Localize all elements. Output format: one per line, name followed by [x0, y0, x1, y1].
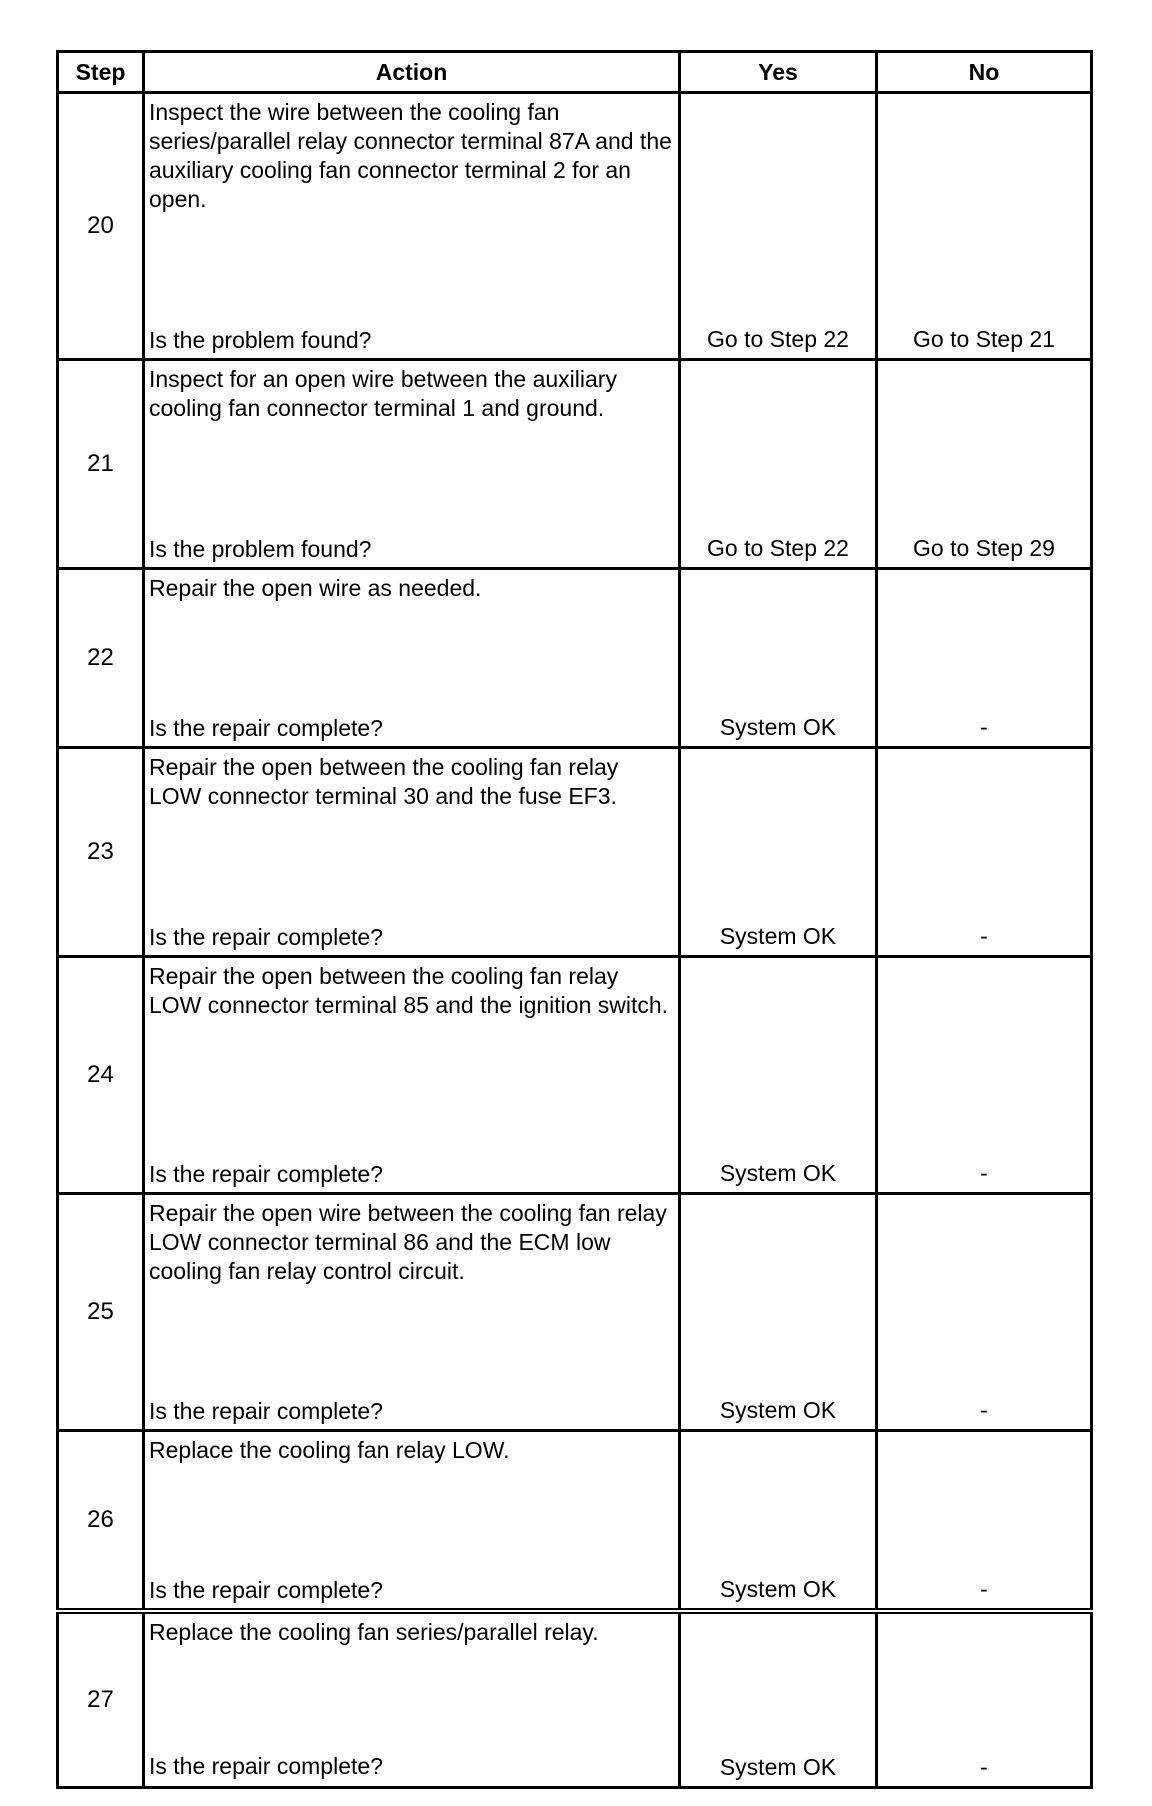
step-number: 24: [58, 957, 144, 1194]
yes-text: Go to Step 22: [707, 326, 849, 352]
table-row: [58, 1611, 1092, 1787]
action-cell: [144, 569, 680, 748]
table-row: [58, 1431, 1092, 1612]
action-question: Is the problem found?: [149, 327, 372, 353]
no-result: [877, 93, 1092, 360]
action-text: Repair the open wire as needed.: [149, 575, 482, 601]
action-cell: [144, 1431, 680, 1612]
diagnostic-table: [56, 50, 1093, 1789]
no-text: Go to Step 29: [913, 535, 1055, 561]
header-step: Step: [58, 52, 144, 93]
action-text: Repair the open between the cooling fan relay LOW connector terminal 85 and the ignition switch.: [149, 963, 669, 1018]
yes-text: System OK: [719, 714, 837, 740]
step-number: 21: [58, 360, 144, 569]
table-row: [58, 748, 1092, 957]
no-result: [877, 569, 1092, 748]
no-result: [877, 1611, 1092, 1787]
yes-text: System OK: [719, 1753, 837, 1780]
yes-result: [680, 1431, 877, 1612]
action-text: Inspect for an open wire between the auxiliary cooling fan connector terminal 1 and ground.: [149, 366, 617, 421]
action-text: Replace the cooling fan series/parallel relay.: [149, 1619, 599, 1645]
table-row: [58, 569, 1092, 748]
yes-text: System OK: [719, 1397, 837, 1423]
no-result: [877, 957, 1092, 1194]
action-cell: [144, 748, 680, 957]
no-text: -: [980, 1160, 988, 1186]
table-row: [58, 1194, 1092, 1431]
no-text: -: [980, 1397, 988, 1423]
step-number: 26: [58, 1431, 144, 1612]
no-result: [877, 1194, 1092, 1431]
header-row: [58, 52, 1092, 93]
action-text: Repair the open between the cooling fan relay LOW connector terminal 30 and the fuse EF3.: [149, 754, 619, 809]
no-result: [877, 360, 1092, 569]
action-question: Is the repair complete?: [149, 924, 383, 950]
yes-result: [680, 957, 877, 1194]
action-text: Repair the open wire between the cooling fan relay LOW connector terminal 86 and the ECM low cooling fan relay control circuit.: [149, 1200, 667, 1284]
action-cell: [144, 957, 680, 1194]
action-question: Is the repair complete?: [149, 1398, 383, 1424]
table-row: [58, 957, 1092, 1194]
action-text: Replace the cooling fan relay LOW.: [149, 1437, 510, 1463]
yes-result: [680, 569, 877, 748]
step-number: 20: [58, 93, 144, 360]
action-question: Is the repair complete?: [149, 1577, 383, 1603]
action-cell: [144, 1194, 680, 1431]
action-cell: [144, 93, 680, 360]
header-action: Action: [144, 52, 680, 93]
no-text: -: [980, 923, 988, 949]
table-row: [58, 93, 1092, 360]
action-text: Inspect the wire between the cooling fan series/parallel relay connector terminal 87A and the auxiliary cooling fan connector terminal 2 for an open.: [149, 99, 672, 212]
yes-text: System OK: [719, 1576, 837, 1602]
action-cell: [144, 1611, 680, 1787]
step-number: 23: [58, 748, 144, 957]
yes-result: [680, 93, 877, 360]
no-result: [877, 1431, 1092, 1612]
no-text: -: [980, 714, 988, 740]
step-number: 25: [58, 1194, 144, 1431]
step-number: 22: [58, 569, 144, 748]
action-question: Is the repair complete?: [149, 1753, 383, 1779]
action-question: Is the repair complete?: [149, 715, 383, 741]
action-question: Is the repair complete?: [149, 1161, 383, 1187]
yes-result: [680, 1194, 877, 1431]
yes-result: [680, 360, 877, 569]
no-text: Go to Step 21: [913, 326, 1055, 352]
yes-text: System OK: [719, 923, 837, 949]
no-result: [877, 748, 1092, 957]
table-row: [58, 360, 1092, 569]
header-no: No: [877, 52, 1092, 93]
yes-result: [680, 1611, 877, 1787]
no-text: -: [980, 1576, 988, 1602]
action-cell: [144, 360, 680, 569]
header-yes: Yes: [680, 52, 877, 93]
yes-text: Go to Step 22: [707, 535, 849, 561]
yes-result: [680, 748, 877, 957]
action-question: Is the problem found?: [149, 536, 372, 562]
yes-text: System OK: [719, 1160, 837, 1186]
step-number: 27: [58, 1611, 144, 1787]
no-text: -: [980, 1753, 988, 1780]
